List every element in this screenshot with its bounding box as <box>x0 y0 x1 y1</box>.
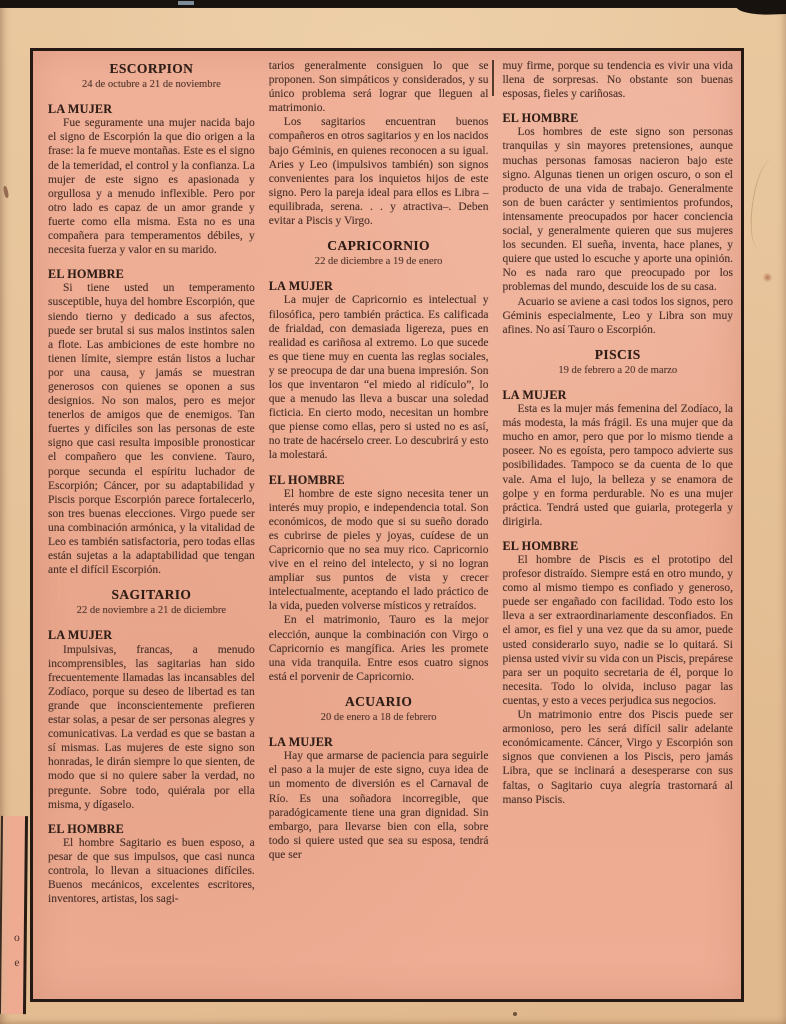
paragraph-acuario-compatibilidad: Acuario se aviene a casi todos los signos, pero Géminis especialmente, Leo y Libra son muy afines. No así Tauro o Escorpión. <box>502 295 733 336</box>
subhead-la-mujer-sagitario: LA MUJER <box>48 628 113 643</box>
paper-mark <box>3 186 9 199</box>
subhead-el-hombre-acuario: EL HOMBRE <box>502 111 579 126</box>
paragraph-sagitario-el-hombre-continued: tarios generalmente consiguen lo que se proponen. Son simpáticos y considerados, y su único problema será lograr que lleguen al matrimonio. <box>268 60 489 115</box>
paragraph-acuario-la-mujer-continued: muy firme, porque su tendencia es vivir una vida llena de sorpresas. No obstante son buenas esposas, fieles y cariñosas. <box>502 60 733 101</box>
paragraph-sagitario-compatibilidad: Los sagitarios encuentran buenos compañeros en otros sagitarios y en los nacidos bajo Géminis, en quienes reconocen a su igual. Aries y Leo (impulsivos también) son signos convenientes para los inquietos hijos de este signo. Pero la pareja ideal para ellos es Libra –equilibrada, serena. . . y atractiva–. Deben evitar a Piscis y Virgo. <box>268 116 489 228</box>
paper-speck <box>513 1012 517 1016</box>
paragraph-piscis-matrimonio: Un matrimonio entre dos Piscis puede ser armonioso, pero les será difícil salir adelante económicamente. Cáncer, Virgo y Escorpión son signos que convienen a los Piscis, pero jamás Libra, que se inclinará a desesperarse con sus faltas, o Sagitario cuya alegría trastornará al manso Piscis. <box>502 709 733 806</box>
section-daterange-acuario: 20 de enero a 18 de febrero <box>320 712 437 724</box>
section-daterange-capricornio: 22 de diciembre a 19 de enero <box>314 256 443 268</box>
section-title-piscis: PISCIS <box>594 346 641 362</box>
section-title-capricornio: CAPRICORNIO <box>327 238 430 254</box>
subhead-el-hombre-escorpion: EL HOMBRE <box>48 267 124 282</box>
paragraph-escorpion-el-hombre: Si tiene usted un temperamento susceptible, huya del hombre Escorpión, que siendo tierno y dedicado a sus afectos, puede ser brutal si sus malos instintos salen a flote. Las ambiciones de este hombre no tienen límite, siempre están listos a luchar por una causa, y jamás se muestran generosos con quienes se oponen a sus designios. No son malos, pero es mejor tenerlos de amigos que de enemigos. Tan fuertes y difíciles son las personas de este signo que casi resulta imposible pronosticar el compañero que les conviene. Tauro, porque secunda el espíritu luchador de Escorpión; Cáncer, por su adaptabilidad y Piscis porque Escorpión parece fortalecerlo, son tres buenas elecciones. Virgo puede ser una combinación armónica, y la vitalidad de Leo es también satisfactoria, pero todas ellas están sujetas a la adaptabilidad que tengan ante el difícil Escorpión. <box>48 282 255 577</box>
section-title-acuario: ACUARIO <box>344 693 413 709</box>
paragraph-capricornio-la-mujer: La mujer de Capricornio es intelectual y filosófica, pero también práctica. Es calificada de frialdad, con demasiada ligereza, pues en realidad es cariñosa al extremo. Lo que sucede es que tiene muy en cuenta las reglas sociales, y se preocupa de dar una buena impresión. Son los que inventaron “el miedo al ridículo”, lo que a menudo las lleva a buscar una soledad ficticia. En cierto modo, necesitan un hombre que piense como ellas, pero si usted no es así, no trate de hacérselo creer. Lo descubrirá y esto la molestará. <box>268 294 489 462</box>
paragraph-acuario-la-mujer: Hay que armarse de paciencia para seguirle el paso a la mujer de este signo, cuya idea de un momento de diversión es el Carnaval de Río. Es una soñadora incorregible, que paradógicamente tiene una gran dignidad. Sin embargo, para llevarse bien con ella, sobre todo si quiere usted que sea su esposa, tendrá que ser <box>268 750 489 861</box>
subhead-la-mujer-piscis: LA MUJER <box>502 387 567 402</box>
underlay-letter-fragment: e <box>14 957 20 970</box>
scan-edge-top <box>0 0 786 8</box>
subhead-la-mujer-capricornio: LA MUJER <box>268 279 334 294</box>
paragraph-piscis-la-mujer: Esta es la mujer más femenina del Zodíaco, la más modesta, la más frágil. Es una mujer que da mucho en amor, pero que por lo mismo tiende a poseer. No es egoísta, pero tampoco advierte sus posibilidades. Tampoco se da cuenta de lo que vale. Ama el lujo, la belleza y se enamora de golpe y en forma perdurable. No es una mujer práctica. Tendrá usted que guiarla, protegerla y dirigirla. <box>502 403 733 528</box>
paragraph-acuario-el-hombre: Los hombres de este signo son personas tranquilas y sin mayores pretensiones, aunque muchas personas famosas nacieron bajo este signo. Algunas tienen un origen oscuro, o son el producto de una vida de trabajo. Generalmente son de buen carácter y sentimientos profundos, intensamente preocupados por hacer conciencia social, y generalmente quieren que sus mujeres los secunden. El sueña, inventa, hace planes, y quiere que usted lo escuche y aporte una opinión. No es nada raro que preocupado por los problemas del mundo, descuide los de su casa. <box>502 126 733 294</box>
column-rule-fragment <box>492 60 494 96</box>
text-column-middle <box>269 59 489 993</box>
subhead-la-mujer-acuario: LA MUJER <box>268 735 334 750</box>
paragraph-sagitario-la-mujer: Impulsivas, francas, a menudo incomprensibles, las sagitarias han sido frecuentemente llamadas las incansables del Zodíaco, porque su deseo de libertad es tan grande que inconscientemente prefieren estar solas, a pesar de ser personas alegres y comunicativas. La verdad es que se bastan a sí mismas. Las mujeres de este signo son honradas, le dirán siempre lo que sienten, de modo que si no quiere saber la verdad, no pregunte. Sobre todo, quiérala por ella misma, y dígaselo. <box>48 643 255 811</box>
subhead-el-hombre-capricornio: EL HOMBRE <box>268 472 345 487</box>
section-title-sagitario: SAGITARIO <box>111 587 192 603</box>
paragraph-escorpion-la-mujer: Fue seguramente una mujer nacida bajo el signo de Escorpión la que dio origen a la frase: la fe mueve montañas. Este es el signo de la temeridad, el control y la confianza. La mujer de este signo es apasionada y orgullosa y a menudo inflexible. Pero por otro lado es capaz de un amor grande y fuerte como ella misma. Esta no es una compañera para temperamentos débiles, y necesita fuerza y valor en su marido. <box>48 117 255 257</box>
paragraph-piscis-el-hombre: El hombre de Piscis es el prototipo del profesor distraído. Siempre está en otro mundo, y como al mismo tiempo es confiado y generoso, puede ser engañado con facilidad. Todo esto los lleva a ser extraordinariamente desconfiados. En el amor, es fiel y una vez que da su amor, puede usted considerarlo suyo, nadie se lo quitará. Si piensa usted vivir su vida con un Piscis, prepárese para ser un poquito secretaria de él, porque lo necesita. Todo lo olvida, incluso pagar las cuentas, y esto a veces perjudica sus negocios. <box>502 554 733 707</box>
underlying-page-sliver <box>0 816 28 1014</box>
paragraph-capricornio-el-hombre: El hombre de este signo necesita tener un interés muy propio, e independencia total. Son económicos, de modo que si su sueño dorado es cubrirse de pieles y joyas, cuídese de un Capricornio que no sea muy rico. Capricornio vive en el reino del intelecto, y si no logran ampliar sus puntos de vista y crecer intelectualmente, aceptando el lado práctico de la vida, pueden volverse místicos y retraídos. <box>268 487 489 613</box>
text-column-right <box>502 59 733 993</box>
text-column-left <box>48 59 255 993</box>
paragraph-capricornio-matrimonio: En el matrimonio, Tauro es la mejor elección, aunque la combinación con Virgo o Capricornio es mangífica. Aries les promete una vida tranquila. Entre esos cuatro signos está el porvenir de Capricornio. <box>268 614 489 683</box>
page-frame <box>30 48 744 1002</box>
section-daterange-escorpion: 24 de octubre a 21 de noviembre <box>81 79 221 91</box>
section-daterange-sagitario: 22 de noviembre a 21 de diciembre <box>76 605 227 617</box>
paper-stain <box>763 272 772 283</box>
paragraph-sagitario-el-hombre: El hombre Sagitario es buen esposo, a pesar de que sus impulsos, que casi nunca controla, lo llevan a situaciones difíciles. Buenos mecánicos, excelentes escritores, inventores, artistas, los sagi- <box>48 836 255 906</box>
underlay-letter-fragment: o <box>13 932 20 945</box>
scan-edge-corner <box>736 0 786 16</box>
section-title-escorpion: ESCORPION <box>109 61 194 76</box>
section-daterange-piscis: 19 de febrero a 20 de marzo <box>558 364 678 376</box>
scan-edge-notch <box>178 1 194 5</box>
subhead-el-hombre-piscis: EL HOMBRE <box>502 538 579 553</box>
subhead-el-hombre-sagitario: EL HOMBRE <box>48 821 124 836</box>
subhead-la-mujer-escorpion: LA MUJER <box>48 102 113 117</box>
paper-scratch <box>746 159 785 252</box>
